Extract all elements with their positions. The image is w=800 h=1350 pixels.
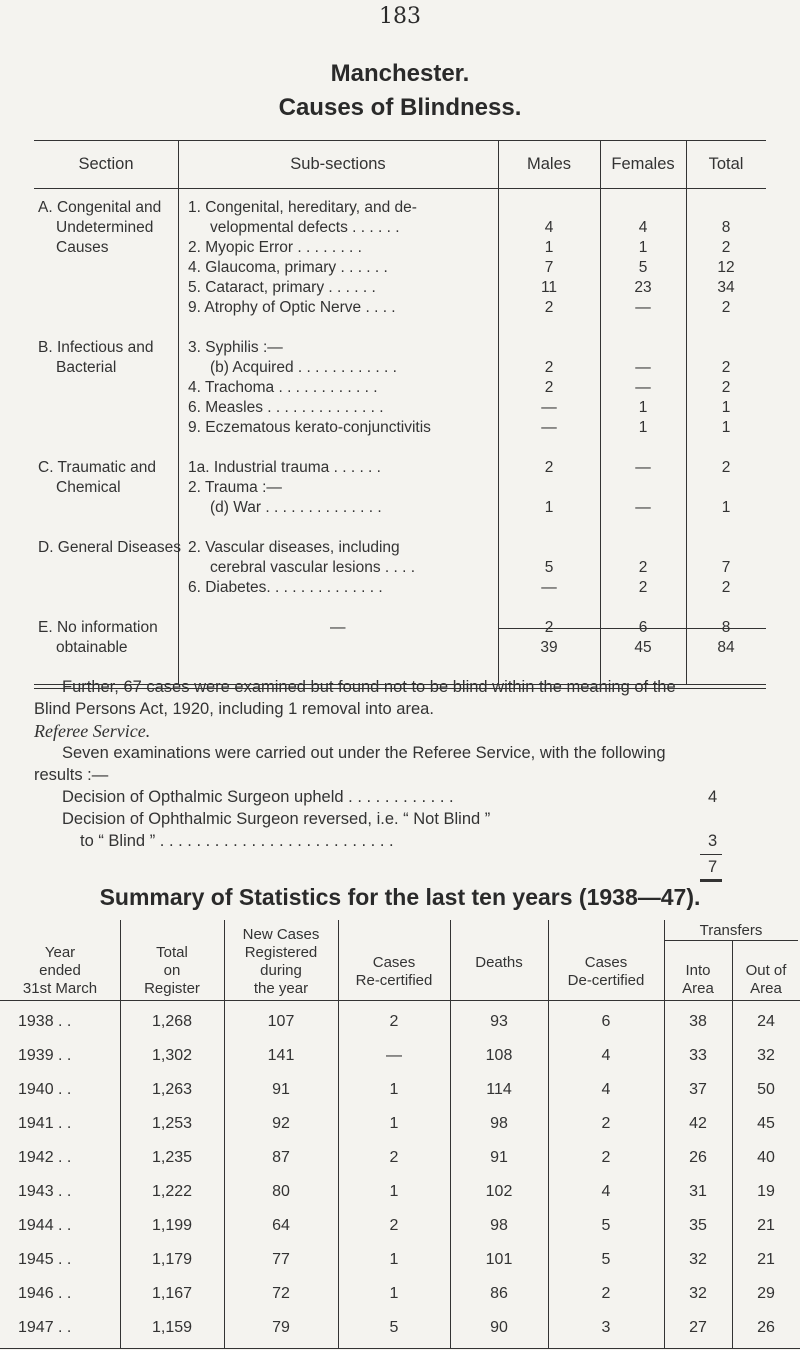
value-m: — [541,579,557,596]
year-cell: 1938 . . [18,1013,72,1030]
value-m: 1 [544,239,554,256]
table-cell: 24 [757,1013,775,1030]
table-cell: 32 [689,1251,707,1268]
table-cell: 42 [689,1115,707,1132]
value-t: 2 [721,379,731,396]
table-cell: 1,268 [151,1013,193,1030]
hdr-new-4: the year [253,980,309,997]
value-t: 2 [721,579,731,596]
year-cell: 1942 . . [18,1149,72,1166]
page-number: 183 [379,4,421,29]
year-cell: 1947 . . [18,1319,72,1336]
value-m: 2 [544,379,554,396]
table-cell: 1,167 [151,1285,193,1302]
table-cell: 40 [757,1149,775,1166]
value-t: 2 [721,239,731,256]
value-f: — [635,499,651,516]
table-cell: 80 [272,1183,290,1200]
value-m: 1 [544,499,554,516]
table-cell: 2 [601,1115,611,1132]
table-cell: 3 [601,1319,611,1336]
table-cell: 1,253 [151,1115,193,1132]
hdr-recert-2: Re-certified [355,972,433,989]
table-cell: 26 [689,1149,707,1166]
referee-heading: Referee Service. [34,721,151,741]
section-label: obtainable [56,639,128,656]
table-cell: 5 [601,1251,611,1268]
value-f: — [635,459,651,476]
table-cell: 1,222 [151,1183,193,1200]
table-cell: 1,179 [151,1251,193,1268]
table-cell: 1 [389,1251,399,1268]
table-cell: 32 [757,1047,775,1064]
table-cell: 92 [272,1115,290,1132]
hdr-decert-1: Cases [584,954,628,971]
value-t: 8 [721,619,731,636]
table-cell: 98 [490,1217,508,1234]
hdr-total-3: Register [144,980,200,997]
table-cell: 93 [490,1013,508,1030]
table-cell: 26 [757,1319,775,1336]
table-cell: 6 [601,1013,611,1030]
table-cell: 1,199 [151,1217,193,1234]
page-subtitle: Causes of Blindness. [278,94,522,121]
decision-reversed: Decision of Ophthalmic Surgeon reversed, i.e. “ Not Blind ” [62,810,491,828]
table-cell: 2 [389,1149,399,1166]
hdr-year-2: ended [39,962,81,979]
header-females: Females [611,155,675,173]
value-f: 1 [638,419,648,436]
hdr-out-1: Out of [745,962,787,979]
value-t: 1 [721,499,731,516]
table-cell: 114 [486,1081,512,1098]
table-cell: 1 [389,1081,399,1098]
subsection-text: 9. Eczematous kerato-conjunctivitis [188,419,431,436]
subsection-text: (b) Acquired . . . . . . . . . . . . [210,359,397,376]
subsection-text: 4. Trachoma . . . . . . . . . . . . [188,379,378,396]
table-cell: 21 [757,1217,775,1234]
value-f: 4 [638,219,648,236]
value-m: 2 [544,619,554,636]
page-title: Manchester. [330,60,470,87]
hdr-into-1: Into [685,962,711,979]
section-label: Causes [56,239,109,256]
hdr-new-2: Registered [244,944,318,961]
value-t: 34 [717,279,735,296]
value-m: 2 [544,459,554,476]
value-t: 8 [721,219,731,236]
table-cell: 4 [601,1081,611,1098]
table-cell: 33 [689,1047,707,1064]
value-m: 11 [540,279,558,296]
section-label: C. Traumatic and [38,459,157,476]
subsection-text: 5. Cataract, primary . . . . . . [188,279,376,296]
hdr-total-2: on [163,962,181,979]
section-label: A. Congenital and [38,199,162,216]
table-cell: 64 [272,1217,290,1234]
value-f: 23 [634,279,652,296]
table-cell: 1,159 [151,1319,193,1336]
table-cell: 50 [757,1081,775,1098]
value-t: 1 [721,419,731,436]
subsection-text: — [330,619,346,636]
table-cell: 77 [272,1251,290,1268]
table-cell: 1 [389,1115,399,1132]
table-cell: 101 [485,1251,513,1268]
year-cell: 1940 . . [18,1081,72,1098]
table-cell: 86 [490,1285,508,1302]
decision-upheld-value: 4 [708,788,718,806]
hdr-new-3: during [260,962,302,979]
value-f: 1 [638,399,648,416]
hdr-decert-2: De-certified [567,972,645,989]
header-males: Males [526,155,571,173]
value-f: — [635,299,651,316]
value-m: — [541,399,557,416]
hdr-recert-1: Cases [372,954,416,971]
table-cell: 4 [601,1183,611,1200]
year-cell: 1944 . . [18,1217,72,1234]
section-label: Bacterial [56,359,117,376]
table-cell: 91 [490,1149,508,1166]
subsection-text: 6. Diabetes. . . . . . . . . . . . . . [188,579,383,596]
subsection-text: 6. Measles . . . . . . . . . . . . . . [188,399,384,416]
hdr-deaths: Deaths [475,954,523,971]
section-label: Chemical [56,479,121,496]
subsection-text: cerebral vascular lesions . . . . [210,559,416,576]
subsection-text: 1a. Industrial trauma . . . . . . [188,459,381,476]
value-m: 5 [544,559,554,576]
table-cell: 21 [757,1251,775,1268]
section-label: D. General Diseases [38,539,182,556]
summary-title: Summary of Statistics for the last ten years (1938—47). [99,884,701,910]
hdr-into-2: Area [682,980,714,997]
table-cell: 2 [389,1013,399,1030]
year-cell: 1946 . . [18,1285,72,1302]
section-label: B. Infectious and [38,339,154,356]
table-cell: 72 [272,1285,290,1302]
table-cell: 2 [601,1149,611,1166]
table-cell: 5 [601,1217,611,1234]
table-cell: 1,302 [151,1047,193,1064]
year-cell: 1943 . . [18,1183,72,1200]
value-f: — [635,359,651,376]
value-t: 1 [721,399,731,416]
causes-table [34,140,766,685]
header-section: Section [78,155,134,173]
table-cell: — [386,1047,402,1064]
table-cell: 29 [757,1285,775,1302]
subsection-text: 2. Vascular diseases, including [188,539,400,556]
value-t: 2 [721,359,731,376]
table-cell: 1,263 [151,1081,193,1098]
value-f: 2 [638,579,648,596]
decisions-total: 7 [708,858,718,876]
value-t: 2 [721,299,731,316]
subsection-text: 1. Congenital, hereditary, and de- [188,199,417,216]
table-cell: 38 [689,1013,707,1030]
decision-upheld: Decision of Opthalmic Surgeon upheld . . . . . . . . . . . . [62,788,454,806]
hdr-year-3: 31st March [22,980,98,997]
table-cell: 32 [689,1285,707,1302]
subsection-text: 3. Syphilis :— [188,339,283,356]
decision-reversed-value: 3 [708,832,718,850]
table-cell: 37 [689,1081,707,1098]
table-cell: 141 [267,1047,295,1064]
year-cell: 1945 . . [18,1251,72,1268]
table-cell: 90 [490,1319,508,1336]
header-subsections: Sub-sections [290,155,386,173]
section-label: E. No information [38,619,158,636]
subsection-text: velopmental defects . . . . . . [210,219,400,236]
table-cell: 1 [389,1183,399,1200]
paragraph-referee-2: results :— [34,766,109,784]
value-m: 2 [544,299,554,316]
table-cell: 108 [485,1047,513,1064]
value-f: 1 [638,239,648,256]
table-cell: 1 [389,1285,399,1302]
subsection-text: 2. Trauma :— [188,479,282,496]
subsection-text: 4. Glaucoma, primary . . . . . . [188,259,388,276]
value-t: 12 [717,259,735,276]
value-f: — [635,379,651,396]
table-cell: 87 [272,1149,290,1166]
year-cell: 1939 . . [18,1047,72,1064]
subsection-text: 2. Myopic Error . . . . . . . . [188,239,362,256]
value-m: 4 [544,219,554,236]
total-males: 39 [540,639,558,656]
value-t: 2 [721,459,731,476]
decision-reversed-cont: to “ Blind ” . . . . . . . . . . . . . . . . . . . . . . . . . . [80,832,394,850]
hdr-year-1: Year [44,944,76,961]
table-cell: 31 [689,1183,707,1200]
value-f: 6 [638,619,648,636]
value-m: 7 [544,259,554,276]
paragraph-further-1: Further, 67 cases were examined but found not to be blind within the meaning of the [62,678,676,696]
header-total: Total [708,155,744,173]
table-cell: 98 [490,1115,508,1132]
value-f: 5 [638,259,648,276]
section-label: Undetermined [56,219,154,236]
table-cell: 79 [272,1319,290,1336]
table-cell: 107 [267,1013,295,1030]
total-all: 84 [717,639,735,656]
table-cell: 1,235 [151,1149,193,1166]
table-cell: 4 [601,1047,611,1064]
table-cell: 2 [601,1285,611,1302]
table-cell: 102 [485,1183,513,1200]
paragraph-referee-1: Seven examinations were carried out under the Referee Service, with the following [62,744,666,762]
value-f: 2 [638,559,648,576]
value-m: — [541,419,557,436]
table-cell: 27 [689,1319,707,1336]
hdr-total-1: Total [156,944,188,961]
value-m: 2 [544,359,554,376]
table-cell: 19 [757,1183,775,1200]
table-cell: 35 [689,1217,707,1234]
hdr-out-2: Area [750,980,782,997]
subsection-text: (d) War . . . . . . . . . . . . . . [210,499,382,516]
table-cell: 45 [757,1115,775,1132]
total-females: 45 [634,639,652,656]
value-t: 7 [721,559,731,576]
hdr-new-1: New Cases [242,926,320,943]
paragraph-further-2: Blind Persons Act, 1920, including 1 removal into area. [34,700,434,718]
table-cell: 2 [389,1217,399,1234]
subsection-text: 9. Atrophy of Optic Nerve . . . . [188,299,396,316]
table-cell: 5 [389,1319,399,1336]
hdr-transfers: Transfers [699,922,763,939]
table-cell: 91 [272,1081,290,1098]
summary-table [0,920,800,1350]
year-cell: 1941 . . [18,1115,72,1132]
